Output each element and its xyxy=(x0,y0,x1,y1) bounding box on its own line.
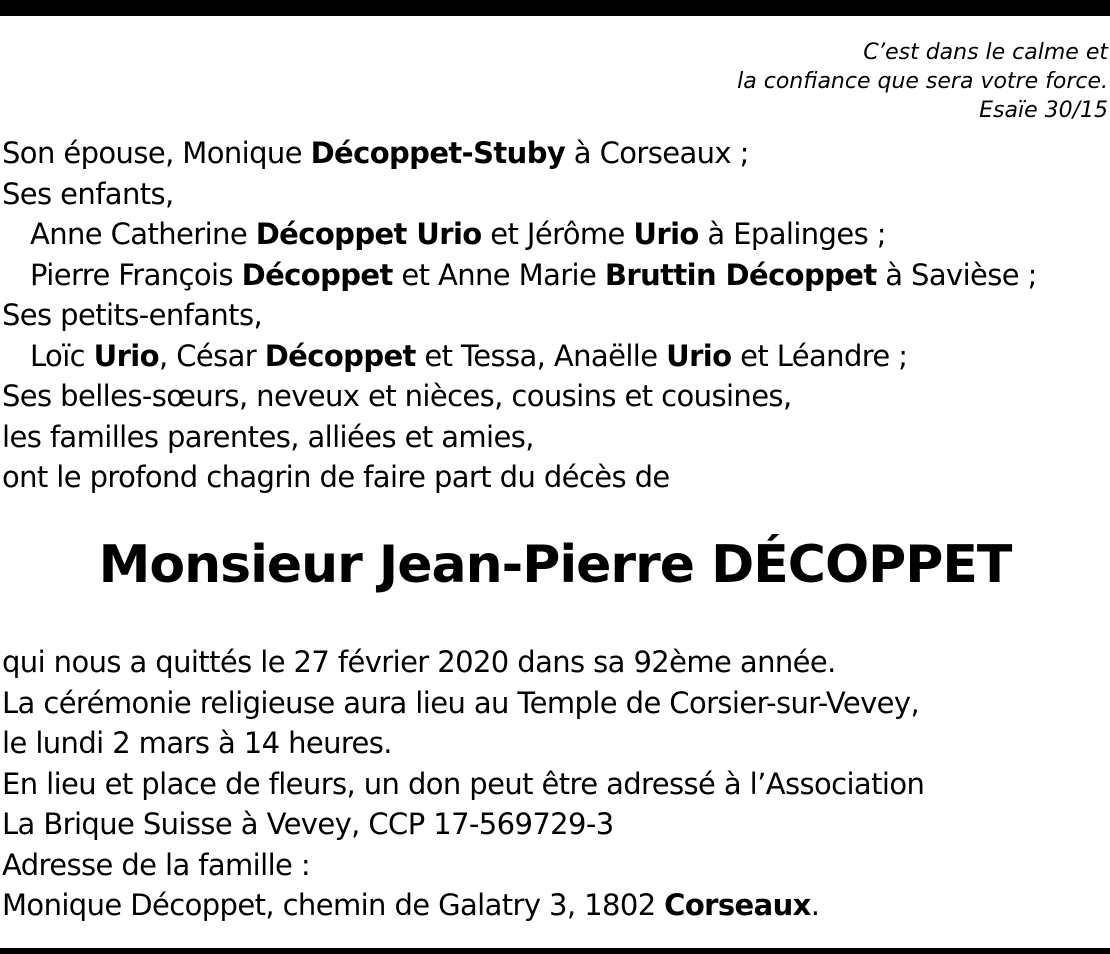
bottom-border-rule xyxy=(0,948,1110,954)
address-suffix: . xyxy=(810,888,820,922)
bible-quote xyxy=(408,38,1108,125)
child2-text-1: Pierre François xyxy=(30,257,242,292)
child1-suffix: à Epalinges ; xyxy=(698,217,886,251)
donation-line: En lieu et place de fleurs, un don peut être adressé à l’Association xyxy=(2,766,925,801)
child1-text-1: Anne Catherine xyxy=(30,217,256,251)
child1-surname-2: Urio xyxy=(633,217,699,251)
child2-surname-2: Bruttin Décoppet xyxy=(604,257,877,292)
death-line: qui nous a quittés le 27 février 2020 dans sa 92ème année. xyxy=(2,645,836,679)
top-border-rule xyxy=(0,0,1110,16)
relatives-line: les familles parentes, alliées et amies, xyxy=(2,419,534,454)
quote-reference: Esaïe 30/15 xyxy=(979,98,1108,123)
child2-text-2: et Anne Marie xyxy=(392,257,605,292)
quote-line-2: la confiance que sera votre force. xyxy=(737,69,1108,94)
grandchildren-text-2: , César xyxy=(158,338,265,373)
grandchildren-surname-2: Décoppet xyxy=(264,338,416,373)
grandchildren-line xyxy=(2,336,1102,377)
address-city: Corseaux xyxy=(664,888,811,922)
address-heading: Adresse de la famille : xyxy=(2,847,311,882)
child1-text-2: et Jérôme xyxy=(481,217,634,251)
child1-surname-1: Décoppet Urio xyxy=(255,217,482,251)
address-line xyxy=(2,885,1102,926)
announcement-line: ont le profond chagrin de faire part du décès de xyxy=(2,460,670,494)
family-list xyxy=(2,133,1102,498)
spouse-name: Décoppet-Stuby xyxy=(310,136,566,170)
grandchildren-suffix: et Léandre ; xyxy=(731,338,908,373)
in-laws-line: Ses belles-sœurs, neveux et nièces, cousins et cousines, xyxy=(2,379,792,413)
spouse-prefix: Son épouse, Monique xyxy=(2,136,311,170)
grandchildren-surname-1: Urio xyxy=(93,338,159,373)
child2-surname-1: Décoppet xyxy=(241,257,393,292)
donation-account-line: La Brique Suisse à Vevey, CCP 17-569729-3 xyxy=(2,807,614,841)
grandchildren-text-1: Loïc xyxy=(30,338,94,373)
grandchildren-surname-3: Urio xyxy=(666,338,732,373)
child-line-2 xyxy=(2,255,1102,296)
quote-line-1: C’est dans le calme et xyxy=(863,40,1108,65)
ceremony-details xyxy=(2,642,1102,926)
spouse-line xyxy=(2,133,1102,174)
grandchildren-text-3: et Tessa, Anaëlle xyxy=(415,338,667,373)
address-prefix: Monique Décoppet, chemin de Galatry 3, 1802 xyxy=(2,888,665,922)
ceremony-line: La cérémonie religieuse aura lieu au Temple de Corsier-sur-Vevey, xyxy=(2,685,920,720)
grandchildren-heading: Ses petits-enfants, xyxy=(2,298,263,332)
deceased-name-title: Monsieur Jean-Pierre DÉCOPPET xyxy=(98,535,1012,595)
children-heading: Ses enfants, xyxy=(2,176,174,211)
spouse-suffix: à Corseaux ; xyxy=(565,136,749,170)
child-line-1 xyxy=(2,214,1102,255)
ceremony-time-line: le lundi 2 mars à 14 heures. xyxy=(2,726,392,760)
child2-suffix: à Savièse ; xyxy=(876,257,1037,292)
